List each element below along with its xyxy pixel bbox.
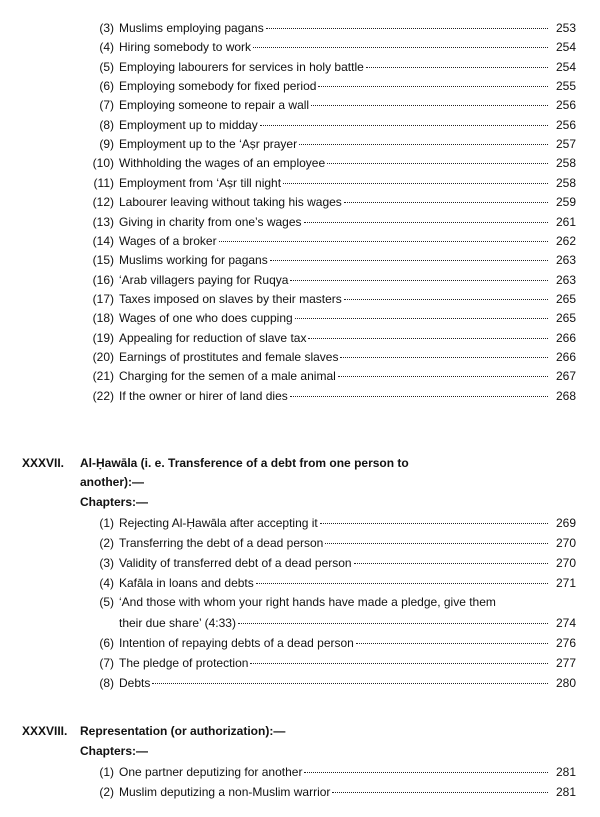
section-title: Al-Ḥawāla (i. e. Transference of a debt from one person to xyxy=(80,456,409,470)
page-number: 258 xyxy=(555,156,576,170)
dot-leader xyxy=(344,190,548,203)
entry-title: Employing someone to repair a wall xyxy=(119,98,310,112)
toc-entry xyxy=(80,77,576,94)
dot-leader xyxy=(318,74,548,87)
toc-entry xyxy=(80,154,576,171)
toc-entry xyxy=(80,271,576,288)
toc-entry xyxy=(80,674,576,691)
page-number: 271 xyxy=(555,576,576,590)
dot-leader xyxy=(344,287,548,300)
dot-leader xyxy=(256,571,548,584)
page-number: 263 xyxy=(555,253,576,267)
section-title: Representation (or authorization):— xyxy=(80,724,286,738)
page-number: 254 xyxy=(555,40,576,54)
entry-title: ‘Arab villagers paying for Ruqya xyxy=(119,273,289,287)
page-number: 267 xyxy=(555,369,576,383)
toc-entry xyxy=(80,534,576,551)
page-number: 274 xyxy=(555,616,576,630)
page-number: 281 xyxy=(555,765,576,779)
dot-leader xyxy=(290,268,548,281)
dot-leader xyxy=(283,171,548,184)
page-number: 261 xyxy=(555,215,576,229)
entry-number: (4) xyxy=(99,40,114,54)
dot-leader xyxy=(299,132,548,145)
entry-title: Employment up to the ‘Aṣr prayer xyxy=(119,137,298,151)
dot-leader xyxy=(338,364,548,377)
entry-title: Labourer leaving without taking his wages xyxy=(119,195,342,209)
toc-entry xyxy=(80,514,576,531)
toc-entry xyxy=(80,763,576,780)
toc-entry xyxy=(80,58,576,75)
entry-number: (2) xyxy=(99,785,114,799)
entry-number: (17) xyxy=(92,292,114,306)
page-number: 258 xyxy=(555,176,576,190)
entry-number: (22) xyxy=(92,389,114,403)
dot-leader xyxy=(366,55,548,68)
entry-number: (15) xyxy=(92,253,114,267)
entry-title: Employment up to midday xyxy=(119,118,258,132)
entry-number: (9) xyxy=(99,137,114,151)
entry-number: (20) xyxy=(92,350,114,364)
entry-number: (16) xyxy=(92,273,114,287)
entry-number: (7) xyxy=(99,656,114,670)
page-number: 270 xyxy=(555,556,576,570)
dot-leader xyxy=(304,210,548,223)
page-number: 263 xyxy=(555,273,576,287)
entry-title: If the owner or hirer of land dies xyxy=(119,389,288,403)
entry-number: (2) xyxy=(99,536,114,550)
entry-title: One partner deputizing for another xyxy=(119,765,303,779)
entry-number: (5) xyxy=(99,595,114,609)
toc-entry xyxy=(80,232,576,249)
toc-entry xyxy=(80,174,576,191)
entry-number: (3) xyxy=(99,21,114,35)
toc-entry xyxy=(80,213,576,230)
entry-number: (1) xyxy=(99,765,114,779)
dot-leader xyxy=(354,551,548,564)
chapters-label: Chapters:— xyxy=(80,744,149,758)
entry-title: Charging for the semen of a male animal xyxy=(119,369,336,383)
entry-title-continued: their due share’ (4:33) xyxy=(119,616,236,630)
entry-title: Hiring somebody to work xyxy=(119,40,252,54)
entry-number: (1) xyxy=(99,516,114,530)
dot-leader xyxy=(152,671,548,684)
page-number: 268 xyxy=(555,389,576,403)
toc-entry xyxy=(80,329,576,346)
page-number: 256 xyxy=(555,98,576,112)
page-number: 254 xyxy=(555,60,576,74)
entry-number: (6) xyxy=(99,79,114,93)
entry-number: (14) xyxy=(92,234,114,248)
entry-title: Earnings of prostitutes and female slaves xyxy=(119,350,339,364)
toc-entry xyxy=(80,367,576,384)
entry-title: Giving in charity from one’s wages xyxy=(119,215,302,229)
page-number: 281 xyxy=(555,785,576,799)
page-number: 253 xyxy=(555,21,576,35)
section-title-continued: another):— xyxy=(80,475,144,489)
entry-title: Validity of transferred debt of a dead person xyxy=(119,556,352,570)
page-number: 277 xyxy=(555,656,576,670)
dot-leader xyxy=(238,611,548,624)
entry-title: Taxes imposed on slaves by their masters xyxy=(119,292,342,306)
dot-leader xyxy=(260,113,548,126)
dot-leader xyxy=(270,248,548,261)
toc-entry xyxy=(80,116,576,133)
dot-leader xyxy=(290,384,548,397)
entry-title: Appealing for reduction of slave tax xyxy=(119,331,307,345)
dot-leader xyxy=(266,16,548,29)
entry-title: Employing somebody for fixed period xyxy=(119,79,317,93)
toc-entry xyxy=(80,574,576,591)
toc-entry xyxy=(80,309,576,326)
entry-title: The pledge of protection xyxy=(119,656,249,670)
page-number: 259 xyxy=(555,195,576,209)
page-number: 269 xyxy=(555,516,576,530)
entry-title: Intention of repaying debts of a dead person xyxy=(119,636,354,650)
toc-entry-continued xyxy=(80,614,576,631)
dot-leader xyxy=(327,151,548,164)
entry-title: Rejecting Al-Ḥawāla after accepting it xyxy=(119,516,318,530)
page-number: 265 xyxy=(555,292,576,306)
entry-number: (10) xyxy=(92,156,114,170)
entry-number: (5) xyxy=(99,60,114,74)
entry-title: Kafāla in loans and debts xyxy=(119,576,254,590)
entry-number: (12) xyxy=(92,195,114,209)
page-number: 266 xyxy=(555,350,576,364)
dot-leader xyxy=(340,345,548,358)
entry-number: (3) xyxy=(99,556,114,570)
page-number: 255 xyxy=(555,79,576,93)
entry-title: Wages of one who does cupping xyxy=(119,311,293,325)
page-number: 265 xyxy=(555,311,576,325)
toc-entry xyxy=(80,387,576,404)
toc-entry xyxy=(80,251,576,268)
entry-number: (4) xyxy=(99,576,114,590)
page-number: 266 xyxy=(555,331,576,345)
dot-leader xyxy=(356,631,548,644)
dot-leader xyxy=(332,780,548,793)
toc-entry xyxy=(80,290,576,307)
dot-leader xyxy=(219,229,548,242)
page-number: 270 xyxy=(555,536,576,550)
chapters-label: Chapters:— xyxy=(80,495,149,509)
toc-entry-multiline xyxy=(80,594,576,611)
entry-number: (6) xyxy=(99,636,114,650)
dot-leader xyxy=(253,35,548,48)
entry-title: Employment from ‘Aṣr till night xyxy=(119,176,282,190)
page-number: 256 xyxy=(555,118,576,132)
entry-number: (18) xyxy=(92,311,114,325)
dot-leader xyxy=(295,306,548,319)
toc-entry xyxy=(80,348,576,365)
toc-entry xyxy=(80,193,576,210)
dot-leader xyxy=(304,760,548,773)
entry-number: (19) xyxy=(92,331,114,345)
entry-title: Wages of a broker xyxy=(119,234,217,248)
entry-number: (8) xyxy=(99,676,114,690)
dot-leader xyxy=(308,326,548,339)
page-number: 262 xyxy=(555,234,576,248)
toc-entry xyxy=(80,38,576,55)
toc-entry xyxy=(80,135,576,152)
entry-title: Transferring the debt of a dead person xyxy=(119,536,324,550)
page-number: 280 xyxy=(555,676,576,690)
entry-number: (7) xyxy=(99,98,114,112)
entry-number: (11) xyxy=(93,176,114,190)
entry-title: Muslim deputizing a non-Muslim warrior xyxy=(119,785,331,799)
entry-title: Muslims employing pagans xyxy=(119,21,264,35)
dot-leader xyxy=(311,93,548,106)
page-number: 276 xyxy=(555,636,576,650)
toc-entry xyxy=(80,654,576,671)
entry-number: (21) xyxy=(92,369,114,383)
toc-entry xyxy=(80,783,576,800)
dot-leader xyxy=(325,531,548,544)
section-number: XXXVII. xyxy=(22,456,65,470)
section-number: XXXVIII. xyxy=(22,724,68,738)
dot-leader xyxy=(250,651,548,664)
dot-leader xyxy=(320,511,548,524)
entry-title: ‘And those with whom your right hands have made a pledge, give them xyxy=(119,595,496,609)
entry-title: Muslims working for pagans xyxy=(119,253,268,267)
toc-entry xyxy=(80,19,576,36)
entry-title: Employing labourers for services in holy battle xyxy=(119,60,364,74)
toc-entry xyxy=(80,634,576,651)
entry-title: Withholding the wages of an employee xyxy=(119,156,326,170)
page-number: 257 xyxy=(555,137,576,151)
entry-number: (13) xyxy=(92,215,114,229)
toc-entry xyxy=(80,554,576,571)
entry-title: Debts xyxy=(119,676,151,690)
entry-number: (8) xyxy=(99,118,114,132)
toc-entry xyxy=(80,96,576,113)
